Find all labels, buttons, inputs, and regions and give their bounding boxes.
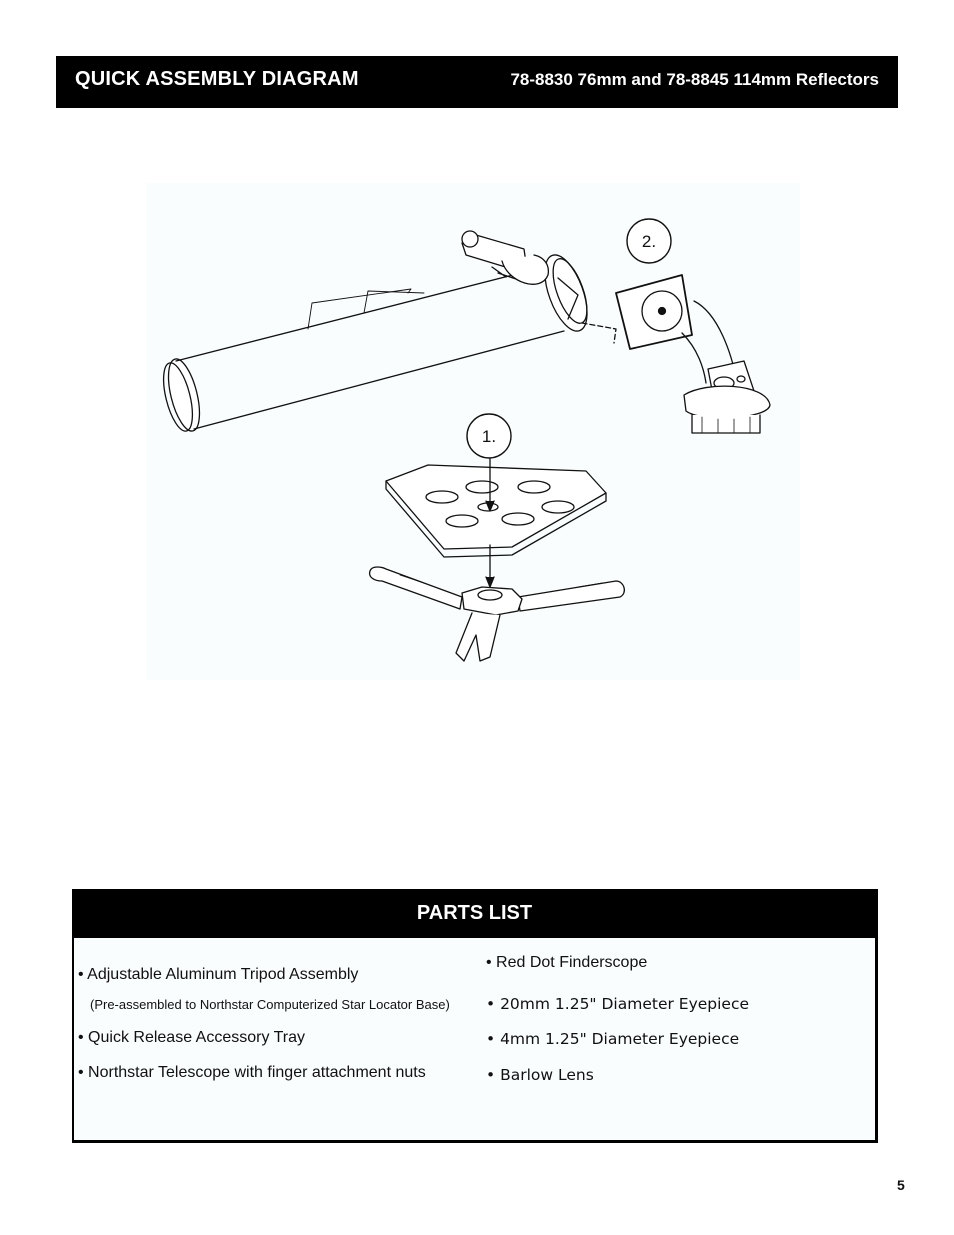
parts-item-tripod: • Adjustable Aluminum Tripod Assembly: [78, 966, 359, 983]
parts-item-20mm-eyepiece: • 20mm 1.25" Diameter Eyepiece: [486, 995, 750, 1013]
parts-item-barlow-lens: • Barlow Lens: [486, 1066, 594, 1084]
parts-list-title: PARTS LIST: [416, 902, 533, 924]
mount-drawing: [616, 275, 770, 433]
page-number: 5: [897, 1177, 905, 1193]
parts-list-header: [74, 891, 875, 938]
telescope-tube-drawing: [158, 231, 616, 434]
parts-item-finderscope: • Red Dot Finderscope: [486, 954, 648, 971]
parts-item-tray: • Quick Release Accessory Tray: [78, 1029, 306, 1046]
parts-item-telescope: • Northstar Telescope with finger attachment nuts: [78, 1064, 426, 1081]
assembly-illustration: [146, 183, 800, 680]
header-bar: [56, 56, 898, 108]
tripod-drawing: [370, 567, 625, 661]
callout-2-label: 2.: [641, 232, 657, 251]
parts-item-tripod-note: (Pre-assembled to Northstar Computerized Star Locator Base): [90, 997, 450, 1012]
page-title: QUICK ASSEMBLY DIAGRAM: [75, 68, 359, 90]
assembly-diagram: [146, 183, 800, 680]
callout-1-label: 1.: [481, 427, 497, 446]
callout-1: [467, 414, 511, 458]
callout-2: [627, 219, 671, 263]
parts-list-box: [72, 889, 878, 1143]
parts-item-4mm-eyepiece: • 4mm 1.25" Diameter Eyepiece: [486, 1030, 740, 1048]
model-subtitle: 78-8830 76mm and 78-8845 114mm Reflectors: [510, 70, 879, 89]
accessory-tray-drawing: [386, 465, 606, 557]
